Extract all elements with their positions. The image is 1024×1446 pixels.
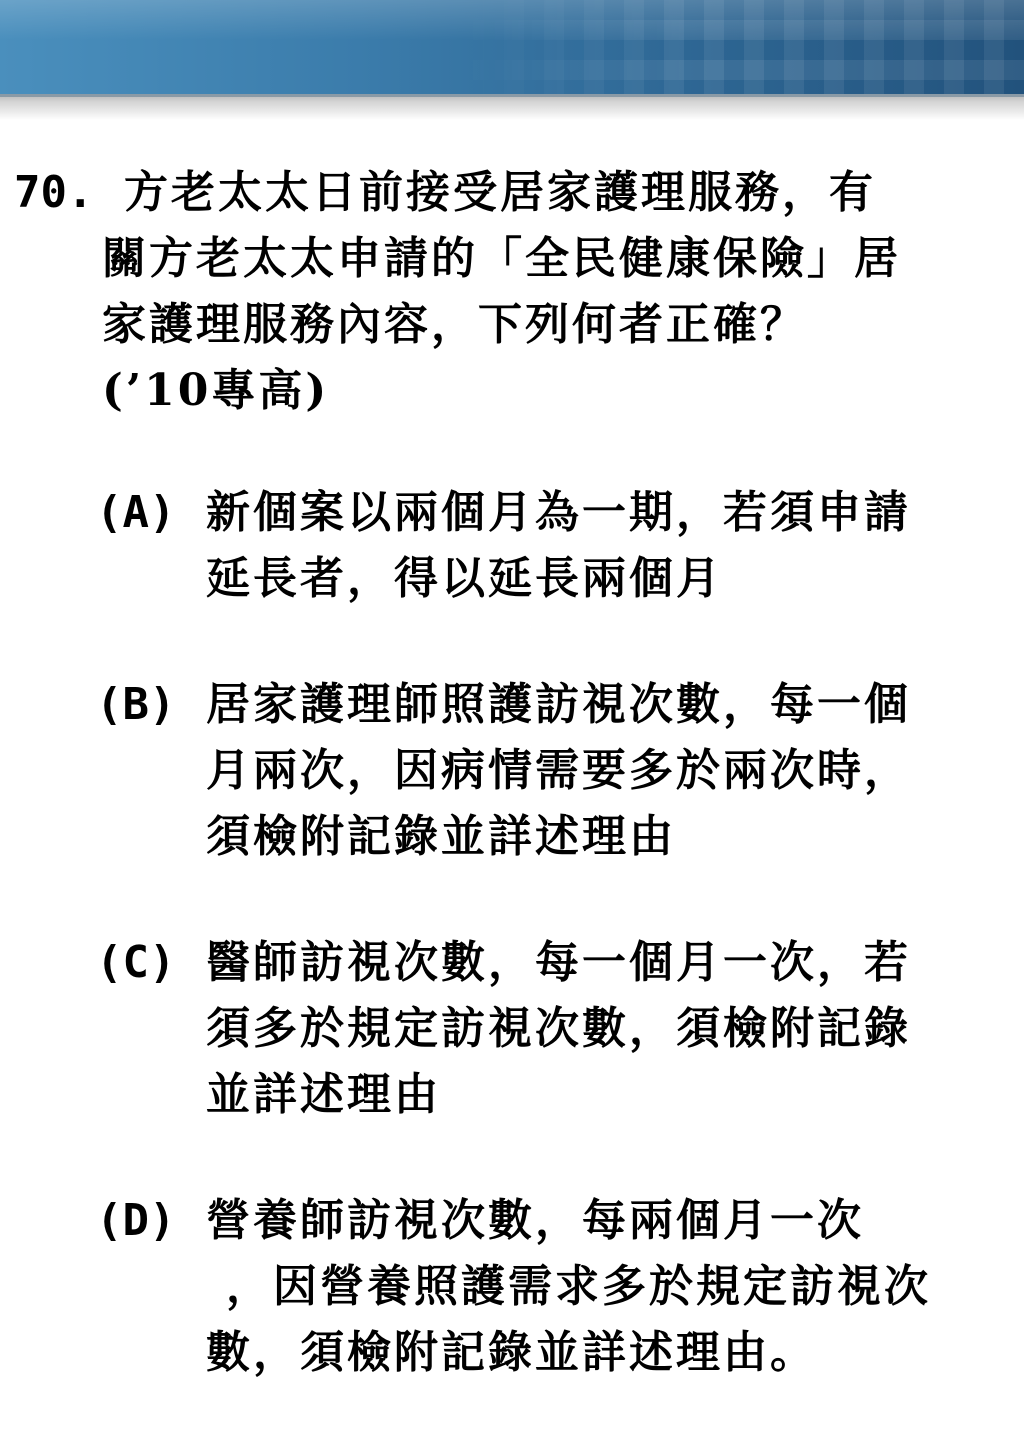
header-banner	[0, 0, 1024, 94]
option-d	[14, 1188, 1014, 1386]
option-b	[14, 672, 1014, 870]
question-source: (’10專高)	[102, 365, 330, 416]
option-line: 月兩次，因病情需要多於兩次時，	[206, 745, 911, 796]
option-line: 新個案以兩個月為一期，若須申請	[206, 487, 911, 538]
question-block	[14, 160, 1014, 1446]
option-line: 須多於規定訪視次數，須檢附記錄	[206, 1003, 911, 1054]
divider-line	[0, 94, 1024, 97]
question-line: 關方老太太申請的「全民健康保險」居	[102, 233, 901, 284]
option-line: 數，須檢附記錄並詳述理由。	[206, 1327, 817, 1378]
option-line: 須檢附記錄並詳述理由	[206, 811, 676, 862]
question-stem	[14, 160, 1014, 424]
option-c	[14, 930, 1014, 1128]
option-line: 營養師訪視次數，每兩個月一次	[206, 1195, 864, 1246]
option-line: 居家護理師照護訪視次數，每一個	[206, 679, 911, 730]
option-label: (C)	[96, 937, 176, 988]
question-line: 方老太太日前接受居家護理服務，有	[124, 167, 876, 218]
question-number: 70.	[14, 167, 94, 218]
option-line: 醫師訪視次數，每一個月一次，若	[206, 937, 911, 988]
option-label: (B)	[96, 679, 176, 730]
option-line: 延長者，得以延長兩個月	[206, 553, 723, 604]
header-divider	[0, 94, 1024, 120]
option-label: (A)	[96, 487, 176, 538]
options-list	[14, 480, 1014, 1386]
option-line: ，因營養照護需求多於規定訪視次	[226, 1261, 931, 1312]
option-line: 並詳述理由	[206, 1069, 441, 1120]
question-line: 家護理服務內容，下列何者正確？	[102, 299, 807, 350]
banner-pattern	[464, 0, 1024, 94]
option-label: (D)	[96, 1195, 176, 1246]
option-a	[14, 480, 1014, 612]
